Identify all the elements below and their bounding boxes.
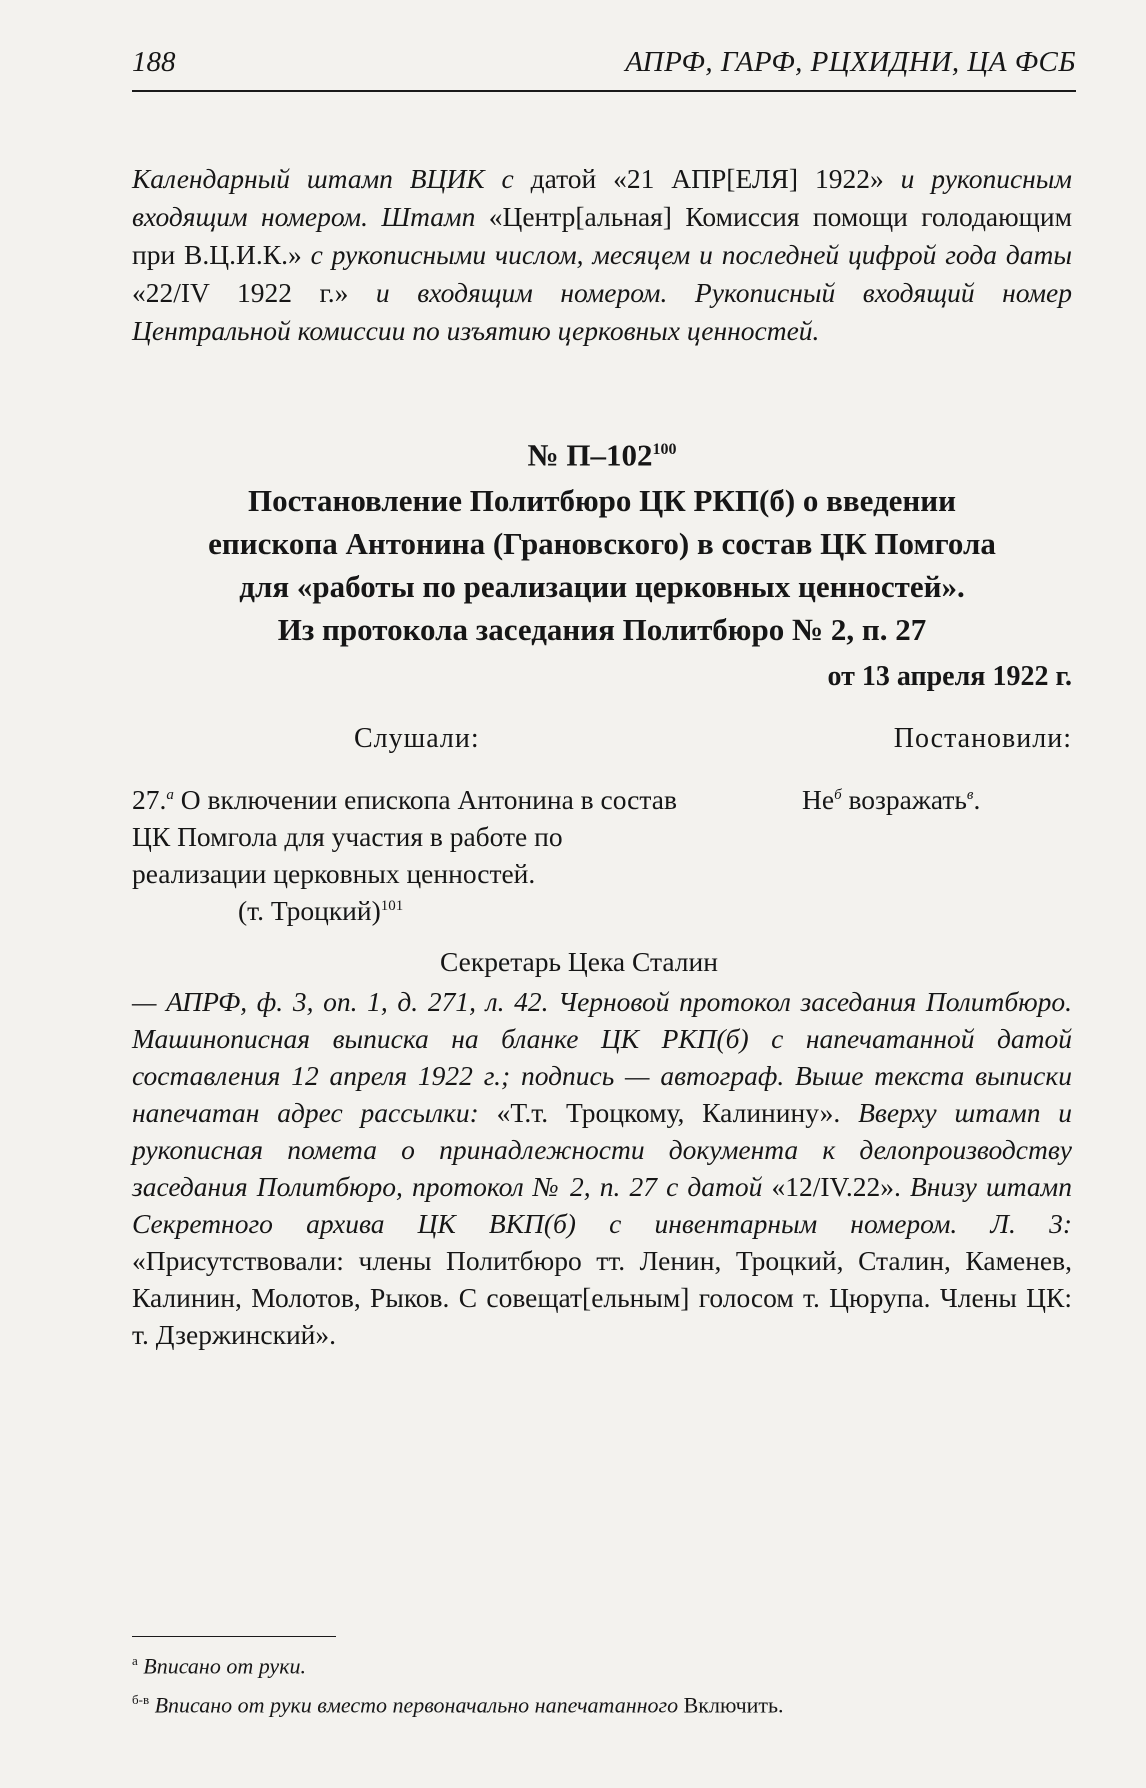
item-footnote-mark: а	[166, 787, 174, 804]
protocol-columns-header	[132, 723, 1072, 767]
footnote	[132, 1683, 1072, 1722]
text-segment: «Присутствовали: члены Политбюро тт. Ленин, Троцкий, Сталин, Каменев, Калинин, Молотов, Рыков. С совещат[ельным] голосом т. Цюрупа. Члены ЦК: т. Дзержинский».	[132, 1245, 1072, 1351]
intro-note	[132, 160, 1072, 350]
item-text: О включении епископа Антонина в состав ЦК Помгола для участия в работе по реализации церковных ценностей.	[132, 784, 677, 890]
decision-mark-b: б	[834, 787, 842, 804]
text-segment: «22/IV 1922 г.»	[132, 277, 376, 308]
protocol-item	[132, 777, 1072, 925]
text-segment: «Т.т. Троцкому, Калинину».	[496, 1097, 859, 1129]
document-number-note: 100	[652, 441, 677, 458]
text-segment: и входящим номером. Рукописный входящий номер Центральной комиссии по изъятию церковных ценностей.	[132, 277, 1072, 346]
running-title: АПРФ, ГАРФ, РЦХИДНИ, ЦА ФСБ	[625, 46, 1076, 78]
text-segment: «12/IV.22».	[771, 1171, 910, 1203]
decision-end: .	[973, 784, 981, 816]
text-segment: с рукописными числом, месяцем и последней цифрой года даты	[310, 239, 1072, 270]
footnote-divider	[132, 1636, 336, 1637]
footnote-text: Вписано от руки вместо первоначально напечатанного	[154, 1692, 684, 1718]
signature: Секретарь Цека Сталин	[440, 946, 718, 978]
decided-label: Постановили:	[893, 723, 1072, 755]
page-number: 188	[132, 46, 176, 78]
decision-start: Не	[802, 784, 835, 816]
speaker-note: 101	[380, 898, 404, 915]
item-number: 27.	[132, 784, 167, 816]
document-number-text: № П–102	[527, 437, 653, 473]
protocol-item-text	[132, 777, 692, 892]
decision-word: возражать	[841, 784, 967, 816]
text-segment: Вверху штамп и рукописная помета о принадлежности документа к делопроизводству заседания Политбюро, протокол № 2, п. 27 с датой	[132, 1097, 1073, 1203]
text-segment: — АПРФ, ф. 3, оп. 1, д. 271, л. 42. Черновой протокол заседания Политбюро. Машинописная выписка на бланке ЦК РКП(б) с напечатанной датой составления 12 апреля 1922 г.; подпись — автограф. Выше текста выписки напечатан адрес рассылки:	[132, 986, 1072, 1129]
document-title-line: Из протокола заседания Политбюро № 2, п. 27	[277, 612, 927, 648]
text-segment: Внизу штамп Секретного архива ЦК ВКП(б) с инвентарным номером. Л. 3:	[132, 1171, 1072, 1240]
running-header	[132, 38, 1076, 92]
document-title-line: Постановление Политбюро ЦК РКП(б) о введении	[247, 483, 957, 519]
speaker-name: (т. Троцкий)	[238, 895, 381, 927]
document-number	[132, 430, 1072, 475]
document-title-line: для «работы по реализации церковных ценностей».	[239, 569, 965, 605]
document-title-line: епископа Антонина (Грановского) в состав ЦК Помгола	[208, 526, 996, 562]
document-date: от 13 апреля 1922 г.	[827, 661, 1072, 693]
text-segment: датой «21 АПР[ЕЛЯ] 1922»	[530, 163, 901, 194]
text-segment: и рукописным входящим номером. Штамп	[132, 163, 1072, 232]
footnotes	[132, 1644, 1072, 1723]
heard-label: Слушали:	[354, 723, 480, 755]
footnote-text: Включить.	[683, 1692, 784, 1718]
page-content	[132, 160, 1072, 1353]
text-segment: Календарный штамп ВЦИК с	[132, 163, 531, 194]
footnote-mark: б-в	[132, 1692, 150, 1708]
footnote-mark: а	[132, 1653, 138, 1668]
archive-note	[132, 983, 1072, 1353]
text-segment: «Центр[альная] Комиссия помощи голодающим при В.Ц.И.К.»	[132, 201, 1072, 270]
decision-text	[802, 777, 980, 818]
document-title	[132, 479, 1072, 651]
footnote-text: Вписано от руки.	[143, 1653, 306, 1679]
decision-mark-v: в	[966, 787, 974, 804]
footnote	[132, 1644, 1072, 1683]
item-speaker	[238, 888, 403, 929]
